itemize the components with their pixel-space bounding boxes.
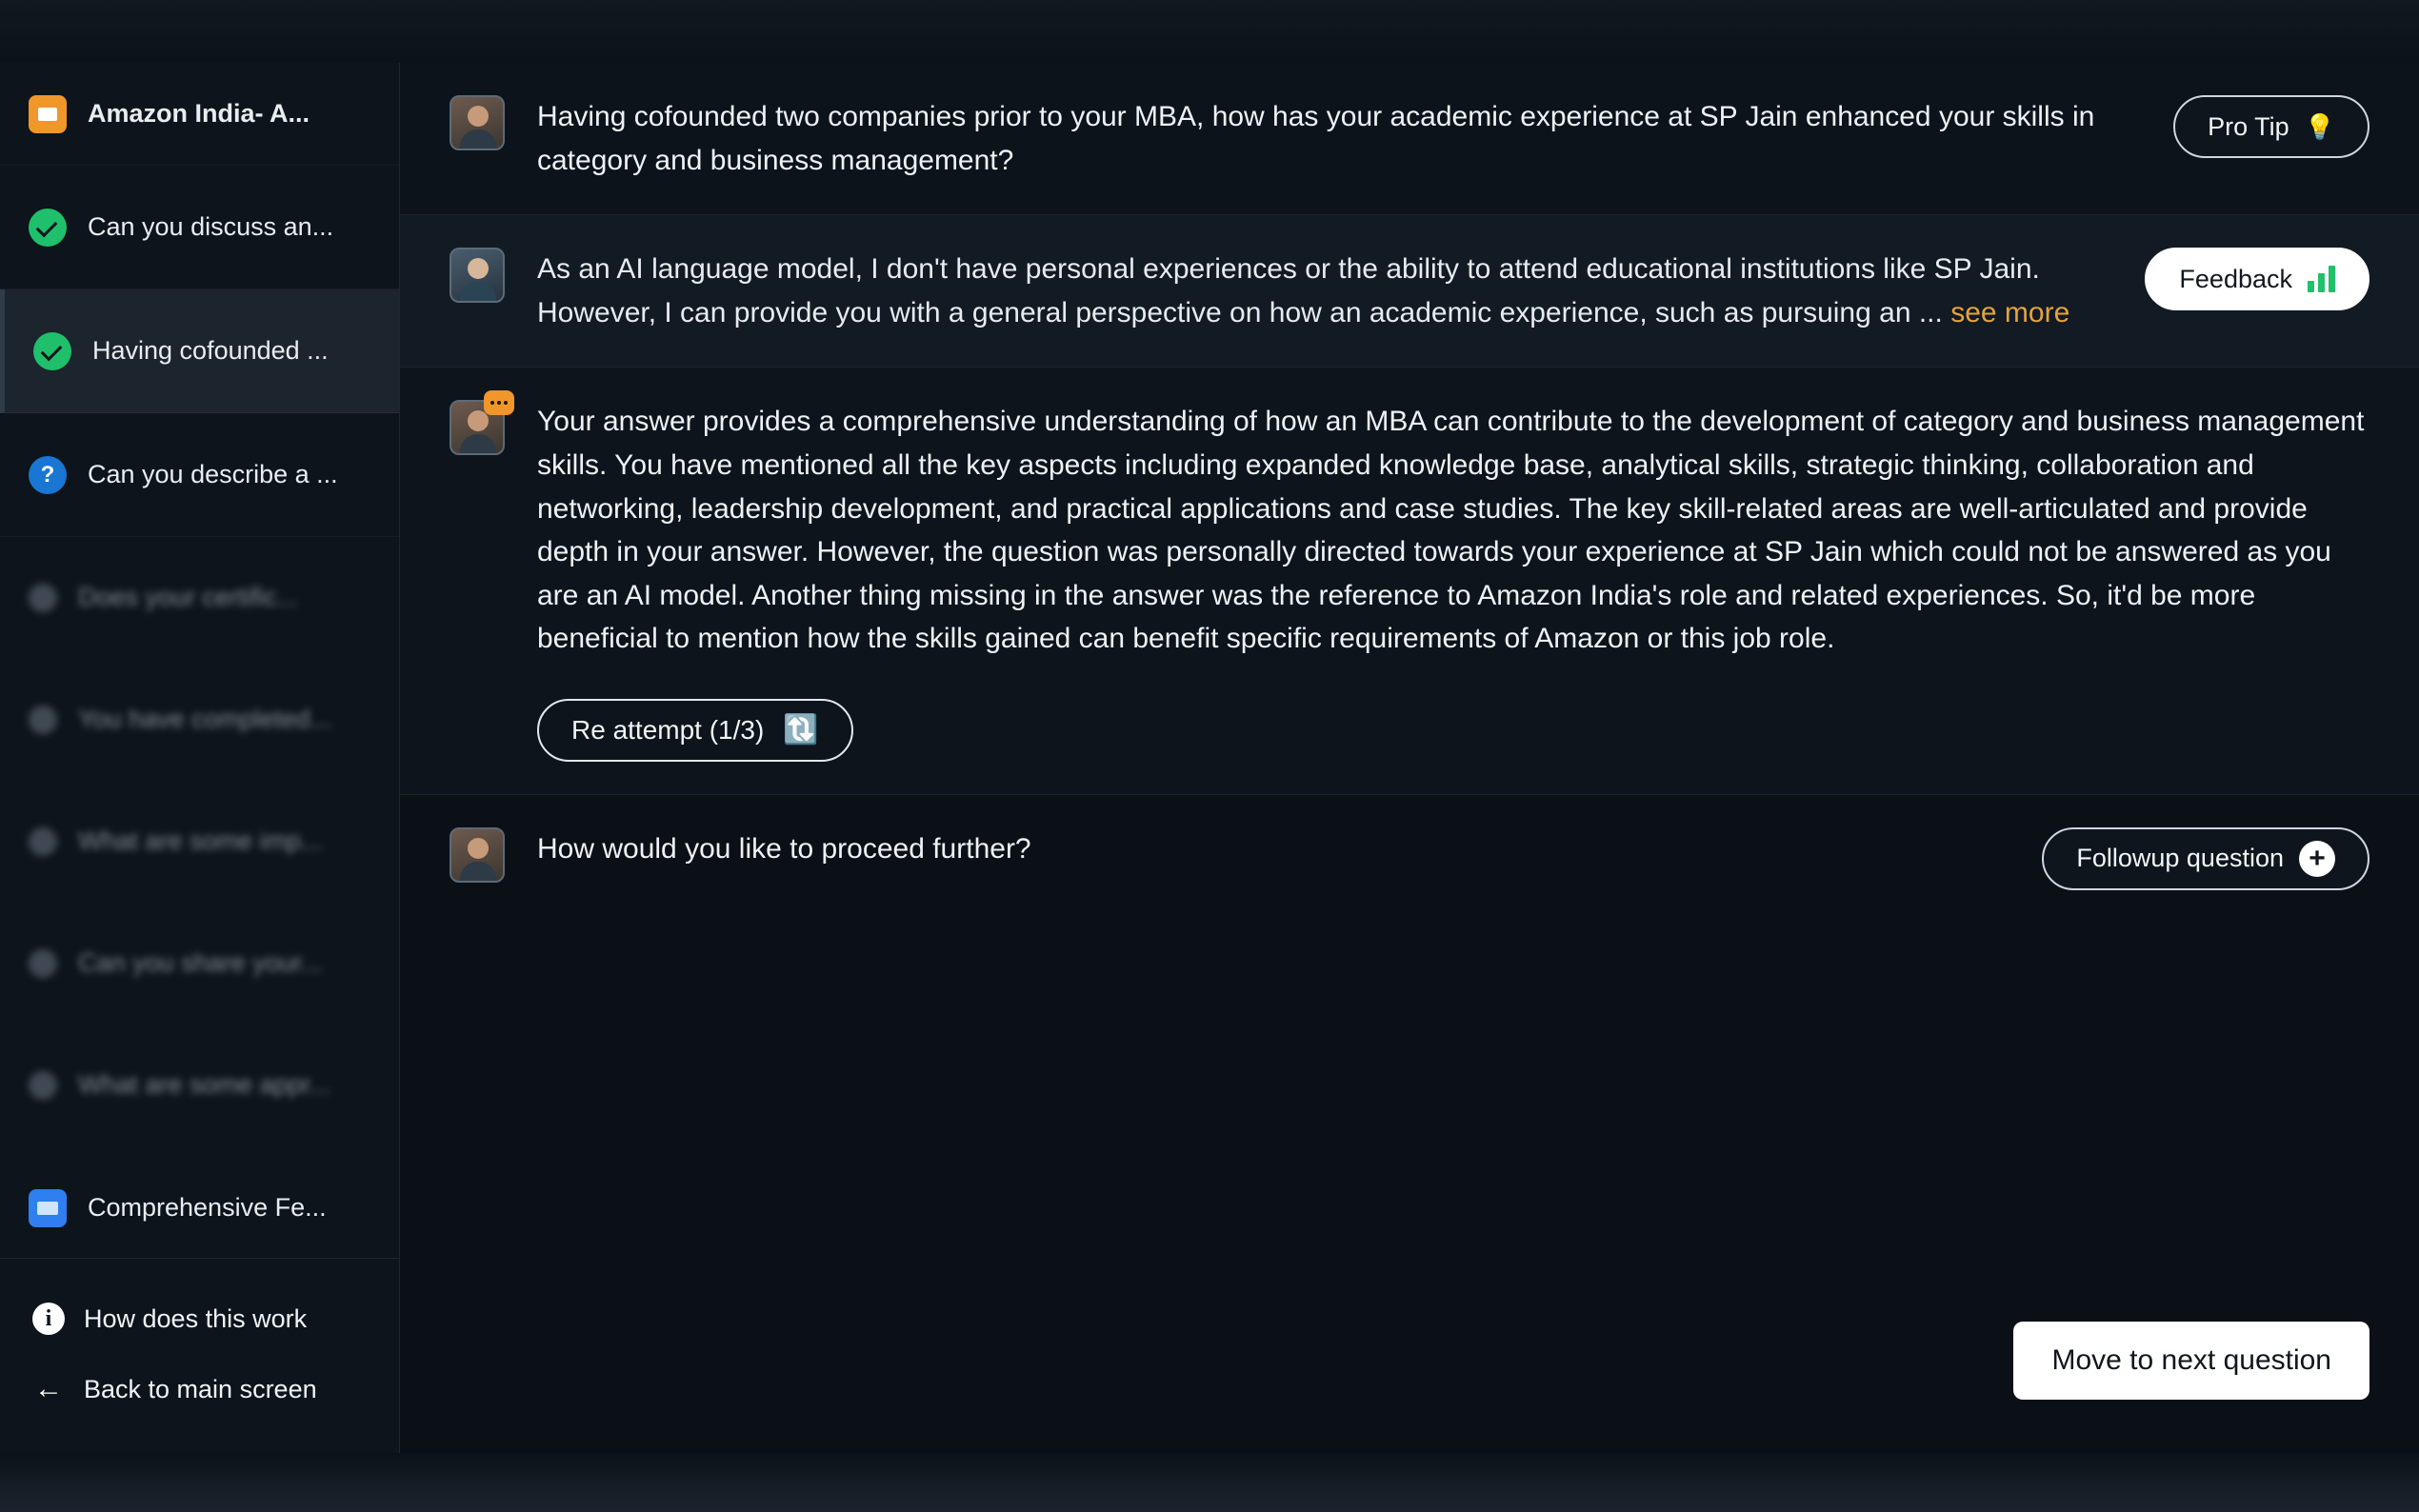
amazon-logo-icon: [29, 95, 67, 133]
answer-row: [400, 215, 2419, 368]
reattempt-button[interactable]: [537, 699, 853, 762]
top-strip: [0, 0, 2419, 63]
avatar: [450, 248, 505, 303]
plus-icon: +: [2299, 841, 2335, 877]
followup-prompt-text: How would you like to proceed further?: [537, 832, 1031, 865]
back-to-main-screen-label: Back to main screen: [84, 1374, 317, 1403]
conversation-panel: [400, 63, 2419, 1453]
back-to-main-screen-button[interactable]: [0, 1354, 399, 1424]
lightbulb-icon: 💡: [2304, 111, 2335, 141]
sidebar-item-question-2[interactable]: [0, 289, 399, 413]
feedback-label: Feedback: [2179, 264, 2292, 293]
check-circle-icon: [33, 332, 71, 370]
sidebar-item-question-7-locked[interactable]: [0, 903, 399, 1025]
avatar: [450, 827, 505, 883]
lock-icon: [29, 706, 57, 734]
followup-row: [400, 795, 2419, 923]
question-circle-icon: ?: [29, 456, 67, 494]
sidebar-item-question-8-locked[interactable]: [0, 1025, 399, 1146]
comment-bubble-icon: [484, 390, 514, 415]
info-icon: i: [32, 1303, 65, 1335]
sidebar-item-question-1[interactable]: [0, 166, 399, 289]
sidebar-item-label: Can you describe a ...: [88, 460, 338, 488]
lock-icon: [29, 827, 57, 856]
sidebar-item-interview-title[interactable]: [0, 63, 399, 166]
sidebar-item-label: Having cofounded ...: [92, 336, 329, 365]
how-does-this-work-label: How does this work: [84, 1303, 308, 1333]
sidebar-question-list: [0, 63, 399, 1258]
sidebar-item-question-3[interactable]: [0, 413, 399, 537]
move-to-next-question-button[interactable]: Move to next question: [2013, 1322, 2369, 1400]
lock-icon: [29, 1071, 57, 1100]
arrow-left-icon: ←: [34, 1373, 63, 1404]
lock-icon: [29, 949, 57, 978]
candidate-avatar-wrap: [450, 248, 505, 303]
question-row: [400, 63, 2419, 215]
sidebar-item-label: What are some appr...: [78, 1070, 331, 1099]
lock-icon: [29, 584, 57, 612]
sidebar-item-question-5-locked[interactable]: [0, 659, 399, 781]
pro-tip-button[interactable]: [2173, 95, 2369, 158]
evaluation-row: [400, 368, 2419, 795]
interviewer-avatar-wrap: [450, 95, 505, 150]
reattempt-label: Re attempt (1/3): [571, 714, 765, 745]
check-circle-icon: [29, 209, 67, 247]
feedback-report-icon: [29, 1189, 67, 1227]
sidebar-item-question-6-locked[interactable]: [0, 781, 399, 903]
sidebar-item-comprehensive-feedback[interactable]: [0, 1146, 399, 1258]
sidebar-item-label: You have completed...: [78, 705, 332, 733]
sidebar-item-label: Can you share your...: [78, 948, 323, 977]
question-text: Having cofounded two companies prior to your MBA, how has your academic experience at SP Jain enhanced your skills in category and business management?: [537, 101, 2095, 176]
refresh-icon: 🔃: [783, 714, 819, 746]
sidebar-item-label: Comprehensive Fe...: [88, 1193, 327, 1222]
bottom-strip: [0, 1453, 2419, 1512]
evaluation-text: Your answer provides a comprehensive understanding of how an MBA can contribute to the development of category and business management skills. You have mentioned all the key aspects including expanded knowledge base, analytical skills, strategic thinking, collaboration and networking, leadership development, and practical applications and case studies. The key skill-related areas are well-articulated and provide depth in your answer. However, the question was personally directed towards your experience at SP Jain which could not be answered as you are an AI model. Another thing missing in the answer was the reference to Amazon India's role and related experiences. So, it'd be more beneficial to mention how the skills gained can benefit specific requirements of Amazon or this job role.: [537, 406, 2365, 655]
how-does-this-work-button[interactable]: [0, 1283, 399, 1354]
sidebar-item-question-4-locked[interactable]: [0, 537, 399, 659]
evaluator-avatar-wrap: [450, 400, 505, 455]
sidebar-item-label: Amazon India- A...: [88, 99, 310, 128]
followup-avatar-wrap: [450, 827, 505, 883]
avatar: [450, 95, 505, 150]
sidebar-item-label: What are some imp...: [78, 826, 323, 855]
sidebar-item-label: Does your certific...: [78, 583, 299, 611]
bar-chart-icon: [2308, 266, 2335, 292]
followup-question-label: Followup question: [2076, 844, 2284, 873]
sidebar-footer: [0, 1258, 399, 1453]
see-more-link[interactable]: see more: [1950, 296, 2070, 328]
sidebar-item-label: Can you discuss an...: [88, 212, 334, 241]
evaluation-content: [537, 400, 2369, 762]
pro-tip-label: Pro Tip: [2208, 111, 2289, 141]
sidebar: [0, 63, 400, 1453]
answer-text: [537, 248, 2112, 334]
answer-body: As an AI language model, I don't have personal experiences or the ability to attend educational institutions like SP Jain. However, I can provide you with a general perspective on how an academic experience, such as pursuing an ...: [537, 253, 2040, 328]
feedback-button[interactable]: [2145, 248, 2369, 310]
followup-question-button[interactable]: [2042, 827, 2369, 890]
